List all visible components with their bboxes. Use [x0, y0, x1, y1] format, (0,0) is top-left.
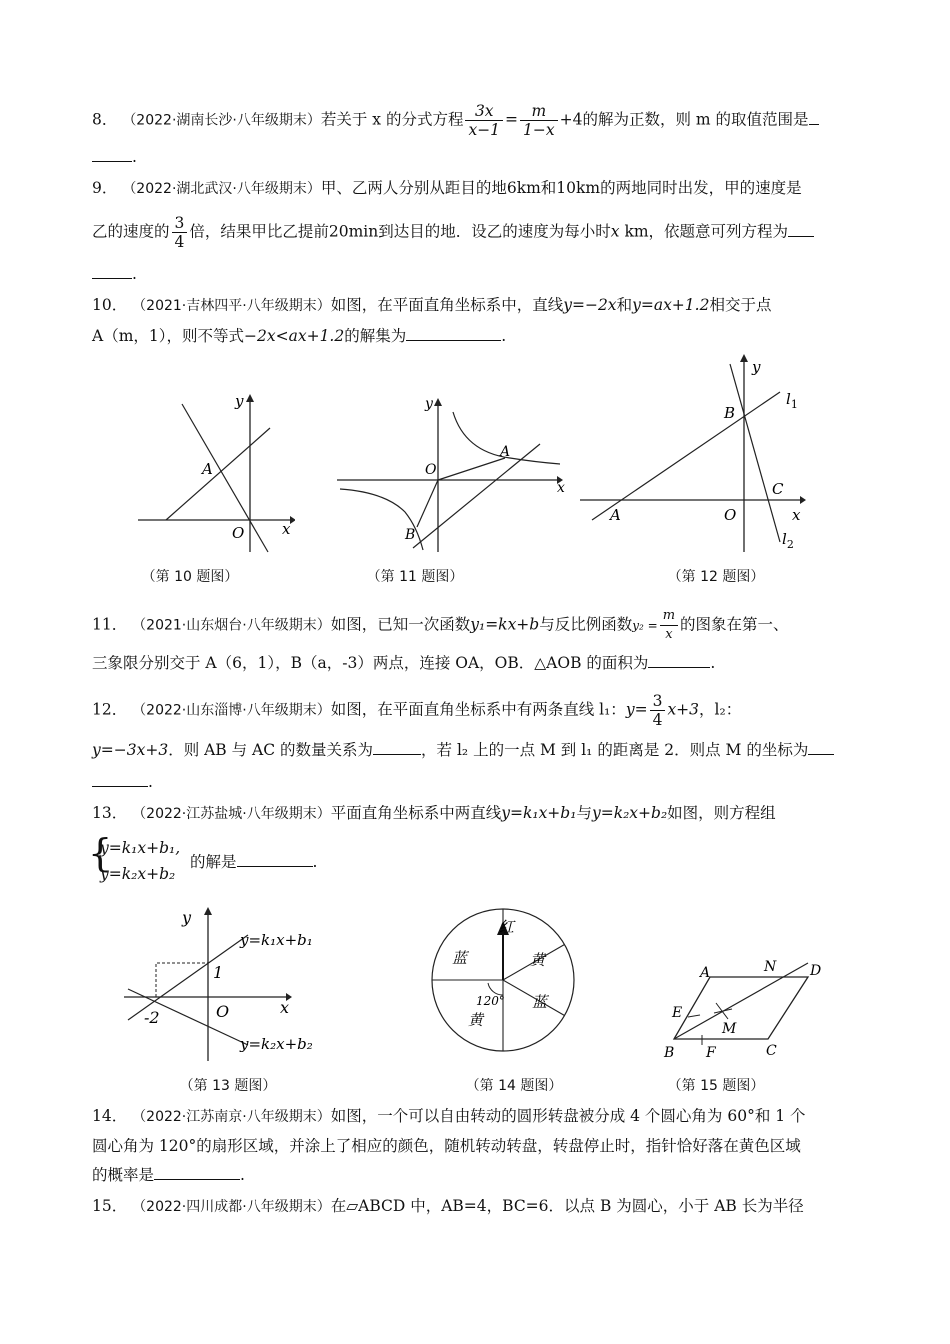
origin-label: O	[724, 506, 737, 524]
q8-line2	[92, 145, 858, 169]
question-source: （2022·江苏南京·八年级期末）	[132, 1109, 331, 1125]
line-y-ax	[166, 428, 270, 520]
question-number: 9．	[92, 179, 118, 197]
point-a-label: A	[500, 444, 511, 460]
question-number: 14．	[92, 1107, 128, 1125]
equation-2: y=k₂x+b₂	[591, 804, 668, 822]
q9-line2	[92, 214, 858, 251]
answer-blank	[406, 324, 501, 341]
y-axis-arrow	[434, 398, 442, 406]
q14-text: 的概率是	[92, 1166, 155, 1184]
figure-12-caption: （第 12 题图）	[667, 569, 765, 585]
y-label: y	[752, 358, 761, 376]
arc-mark-e	[688, 1015, 700, 1017]
parallelogram-abcd	[674, 977, 808, 1039]
q9-fraction: $\frac{3}{4}$	[172, 214, 188, 251]
system-brace: {	[88, 831, 113, 875]
equals-sign: =	[505, 110, 519, 129]
conjunction: 与	[576, 804, 592, 822]
l2-letter: l	[782, 530, 787, 548]
question-source: （2022·湖南长沙·八年级期末）	[122, 112, 321, 129]
origin-label: O	[216, 1002, 230, 1021]
answer-blank	[648, 651, 710, 668]
sector-yellow-label-2: 黄	[468, 1011, 484, 1029]
x-label: x	[557, 480, 565, 496]
period: .	[240, 1166, 245, 1184]
point-b-label: B	[405, 527, 416, 543]
point-n-label: N	[764, 959, 777, 975]
q9-text: 甲、乙两人分别从距目的地6km和10km的两地同时出发，甲的速度是	[320, 179, 802, 197]
answer-blank	[92, 145, 132, 162]
origin-label: O	[425, 462, 437, 478]
x-label: x	[792, 506, 801, 524]
question-source: （2022·江苏盐城·八年级期末）	[132, 806, 331, 822]
q9-text-cont: 倍，结果甲比乙提前20min到达目的地．设乙的速度为每小时	[189, 222, 611, 241]
sector-blue-label: 蓝	[452, 949, 468, 967]
segment-ob	[417, 480, 438, 527]
figure-10-caption: （第 10 题图）	[141, 569, 239, 585]
equation-1: y=k₁x+b₁	[501, 804, 577, 822]
q11-line1	[92, 607, 858, 644]
y-label: y	[235, 392, 244, 410]
x-axis-arrow	[800, 496, 806, 504]
tick-neg2: -2	[144, 1008, 160, 1027]
q12-text-tail: ，l₂：	[699, 700, 742, 719]
x-label: x	[280, 998, 290, 1017]
answer-blank	[373, 738, 421, 755]
question-source: （2022·山东淄博·八年级期末）	[132, 702, 331, 719]
answer-blank	[92, 770, 148, 787]
equation-1: y₁=kx+b	[470, 615, 540, 634]
q14-line1	[92, 1104, 858, 1129]
figure-15-caption: （第 15 题图）	[667, 1078, 765, 1094]
line-l1	[592, 392, 780, 520]
equation-lhs: y=	[625, 700, 648, 719]
q10-text: A（m，1），则不等式	[92, 327, 245, 345]
figure-11	[335, 392, 575, 557]
l2-subscript: 2	[786, 538, 794, 551]
angle-label: 120°	[476, 994, 505, 1008]
q13-line1	[92, 801, 858, 826]
q8-text-tail: 的解为正数，则 m 的取值范围是	[582, 110, 809, 129]
answer-blank	[92, 262, 132, 279]
bisector-line	[674, 963, 808, 1039]
question-number: 8．	[92, 110, 118, 129]
linear-line	[413, 444, 540, 548]
q12-text: 如图，在平面直角坐标系中有两条直线 l₁：	[330, 700, 626, 719]
point-a-label: A	[202, 460, 213, 478]
equation-rhs: x+3	[667, 700, 700, 719]
point-b-label: B	[724, 404, 736, 422]
q13-text-tail: 如图，则方程组	[667, 804, 776, 822]
dashed-guide	[156, 963, 208, 997]
point-b-label: B	[664, 1045, 675, 1061]
y-axis-arrow	[740, 354, 748, 362]
question-number: 11．	[92, 615, 128, 634]
y-axis-arrow	[204, 907, 212, 915]
point-f-label: F	[706, 1045, 716, 1061]
conjunction: 和	[616, 296, 633, 314]
q11-text: 三象限分别交于 A（6，1），B（a，-3）两点，连接 OA，OB．△AOB 的面积为	[92, 654, 649, 672]
figure-13-caption: （第 13 题图）	[179, 1078, 277, 1094]
answer-blank	[788, 220, 814, 237]
question-number: 12．	[92, 700, 128, 719]
inequality: −2x<ax+1.2	[244, 327, 345, 345]
q12-line2	[92, 738, 858, 762]
point-c-label: C	[766, 1043, 777, 1059]
q14-line3	[92, 1163, 858, 1187]
point-c-label: C	[772, 480, 784, 498]
sector-blue-label-2: 蓝	[532, 993, 548, 1011]
answer-blank	[237, 850, 313, 867]
l1-label	[786, 390, 798, 411]
line-l2	[730, 364, 780, 542]
q10-line2	[92, 324, 858, 348]
equation-2: y=ax+1.2	[632, 296, 710, 314]
figure-13	[120, 905, 345, 1065]
l1-subscript: 1	[790, 398, 798, 411]
y-axis-arrow	[246, 394, 254, 402]
figure-14-caption: （第 14 题图）	[465, 1078, 563, 1094]
figure-10	[130, 392, 295, 557]
q12-text-tail: ，若 l₂ 上的一点 M 到 l₁ 的距离是 2．则点 M 的坐标为	[421, 741, 809, 759]
sector-yellow-label: 黄	[530, 951, 546, 969]
q9-text: 乙的速度的	[92, 222, 170, 241]
q15-line1	[92, 1194, 858, 1219]
q11-text: 如图，已知一次函数	[330, 615, 471, 634]
q9-line1	[92, 176, 858, 201]
q10-text-tail: 的解集为	[344, 327, 407, 345]
variable-x: x	[610, 222, 620, 241]
question-source: （2022·四川成都·八年级期末）	[132, 1199, 331, 1215]
l1-letter: l	[786, 390, 791, 408]
x-axis-arrow	[290, 516, 295, 524]
line-1-label: y=k₁x+b₁	[240, 931, 313, 949]
q12-line1	[92, 692, 858, 729]
equation-l2: y=−3x+3	[92, 741, 169, 759]
y2-label: y₂ =	[632, 618, 658, 633]
question-number: 13．	[92, 804, 128, 822]
period: .	[132, 148, 137, 166]
segment-oa	[438, 458, 505, 480]
period: .	[132, 265, 137, 283]
answer-blank	[808, 738, 834, 755]
q11-text-cont: 与反比例函数	[539, 615, 633, 634]
q8-fraction-1: $\frac{3x}{x-1}$	[465, 102, 503, 139]
q9-text-tail: km，依题意可列方程为	[619, 222, 789, 241]
point-a-label: A	[610, 506, 621, 524]
q8-line1	[92, 102, 858, 139]
figure-15	[660, 955, 840, 1065]
period: .	[501, 327, 507, 345]
figure-14	[428, 905, 578, 1055]
equation-1: y=−2x	[563, 296, 617, 314]
point-d-label: D	[810, 963, 822, 979]
q13-text: 的解是	[190, 853, 237, 871]
q8-fraction-2: $\frac{m}{1-x}$	[520, 102, 558, 139]
x-label: x	[282, 520, 291, 538]
figure-11-caption: （第 11 题图）	[366, 569, 464, 585]
q12-text: ．则 AB 与 AC 的数量关系为	[168, 741, 374, 759]
point-m-label: M	[722, 1021, 737, 1037]
period: .	[710, 654, 716, 672]
q11-text-tail: 的图象在第一、	[680, 615, 789, 634]
question-source: （2021·山东烟台·八年级期末）	[132, 617, 331, 634]
l2-label	[782, 530, 794, 551]
period: .	[148, 773, 153, 791]
q8-plus-term: +4	[559, 110, 583, 129]
line-y-neg2x	[182, 404, 268, 552]
q11-fraction: $\frac{m}{x}$	[660, 607, 678, 644]
y-label: y	[425, 396, 433, 412]
q13-line2	[190, 850, 858, 874]
sector-red-label: 红	[499, 918, 515, 936]
q10-line1	[92, 293, 858, 318]
q13-text: 平面直角坐标系中两直线	[330, 804, 502, 822]
figure-12	[578, 352, 818, 557]
q14-text: 如图，一个可以自由转动的圆形转盘被分成 4 个圆心角为 60°和 1 个	[330, 1107, 806, 1125]
question-source: （2021·吉林四平·八年级期末）	[132, 298, 331, 314]
origin-label: O	[232, 524, 245, 542]
question-source: （2022·湖北武汉·八年级期末）	[122, 181, 321, 197]
tick-one: 1	[213, 963, 224, 982]
q15-text: 在▱ABCD 中，AB=4，BC=6．以点 B 为圆心，小于 AB 长为半径	[330, 1197, 804, 1215]
point-e-label: E	[672, 1005, 683, 1021]
question-number: 15．	[92, 1197, 128, 1215]
q12-line3	[92, 770, 858, 794]
q8-text: 若关于 x 的分式方程	[320, 110, 464, 129]
q12-fraction: $\frac{3}{4}$	[650, 692, 666, 729]
line-2-label: y=k₂x+b₂	[240, 1035, 313, 1053]
point-a-label: A	[700, 965, 711, 981]
q11-line2	[92, 651, 858, 675]
q10-text-tail: 相交于点	[709, 296, 772, 314]
q9-line3	[92, 262, 858, 286]
answer-blank	[154, 1163, 240, 1180]
period: .	[312, 853, 318, 871]
system-equation-2: y=k₂x+b₂	[100, 865, 176, 883]
answer-blank	[809, 108, 819, 125]
q10-text: 如图，在平面直角坐标系中，直线	[330, 296, 564, 314]
system-equation-1: y=k₁x+b₁,	[100, 839, 181, 857]
y-label: y	[182, 908, 192, 927]
q14-line2: 圆心角为 120°的扇形区域，并涂上了相应的颜色，随机转动转盘，转盘停止时，指针恰好落在黄色区域	[92, 1137, 801, 1155]
question-number: 10．	[92, 296, 128, 314]
